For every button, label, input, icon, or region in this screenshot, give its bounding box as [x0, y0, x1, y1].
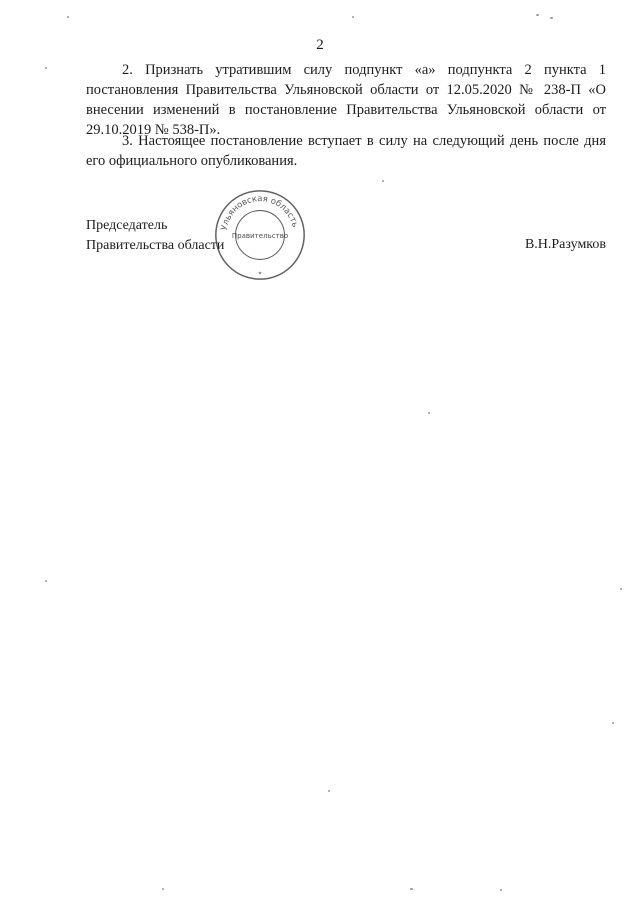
scan-speck	[45, 580, 47, 582]
scan-speck	[328, 790, 330, 792]
signatory-name: В.Н.Разумков	[524, 237, 606, 252]
scan-speck	[162, 888, 164, 890]
scan-speck	[620, 588, 622, 590]
seal-star-icon: ★	[257, 271, 263, 277]
seal-center-text: Правительство	[231, 230, 289, 240]
seal-graphic	[213, 188, 307, 282]
scan-speck	[612, 722, 614, 724]
paragraph-3: 3. Настоящее постановление вступает в силу на следующий день после дня его официального опубликования.	[86, 133, 606, 169]
signatory-title	[86, 216, 224, 256]
scan-speck	[382, 180, 384, 182]
scan-speck	[67, 16, 69, 18]
scan-speck	[352, 16, 354, 18]
seal-ring-text: Ульяновская область	[218, 193, 301, 232]
paragraph-2: 2. Признать утратившим силу подпункт «а» подпункта 2 пункта 1 постановления Правительства Ульяновской области от 12.05.2020 № 238-П «О внесении изменений в постановление Правительства Ульяновской области от 29.10.2019 № 538-П».	[86, 62, 606, 138]
signatory-title-line-1: Председатель	[86, 218, 168, 233]
scan-speck	[500, 889, 502, 891]
official-seal	[213, 188, 307, 282]
signatory-title-line-2: Правительства области	[86, 238, 225, 253]
scan-speck	[410, 888, 413, 890]
scan-speck	[536, 14, 539, 16]
page-number: 2	[316, 37, 324, 53]
scan-speck	[428, 412, 430, 414]
scan-speck	[550, 17, 553, 19]
scan-speck	[45, 67, 47, 69]
